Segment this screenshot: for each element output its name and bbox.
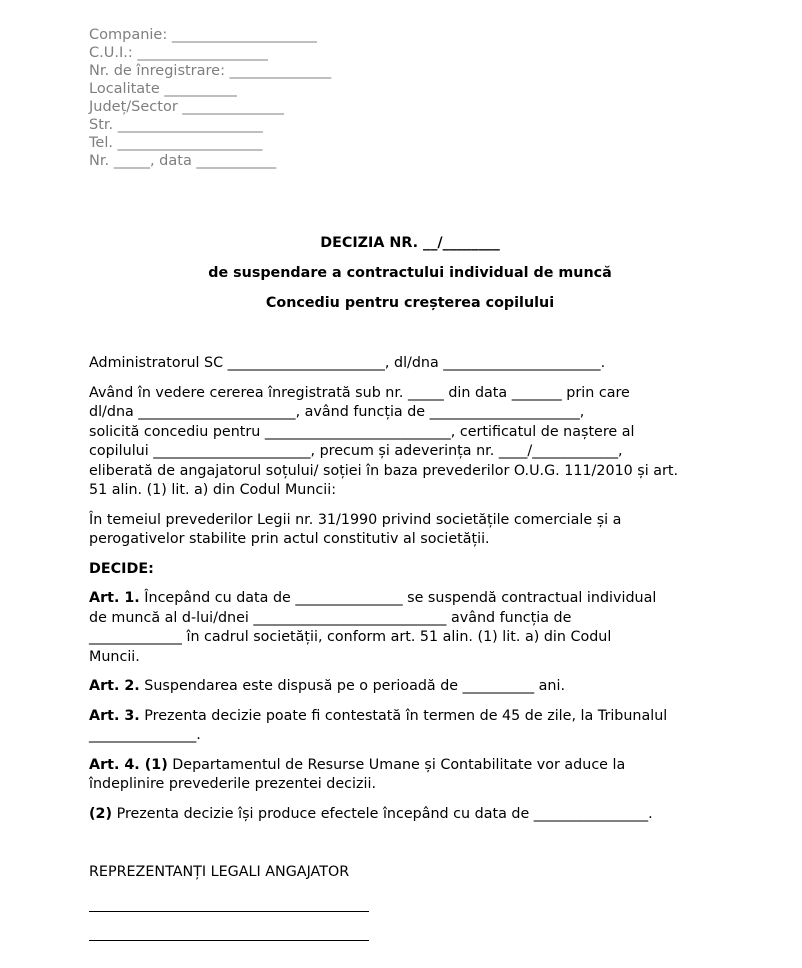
document-body bbox=[89, 354, 719, 834]
article-4-label: Art. 4. (1) bbox=[89, 756, 168, 773]
article-3-text: Prezenta decizie poate fi contestată în termen de 45 de zile, la Tribunalul _______________. bbox=[89, 707, 668, 743]
signature-label: REPREZENTANȚI LEGALI ANGAJATOR bbox=[89, 864, 350, 880]
decision-number-title: DECIZIA NR. __/________ bbox=[320, 235, 500, 251]
document-title bbox=[0, 233, 802, 313]
article-2 bbox=[89, 677, 719, 697]
article-4 bbox=[89, 756, 719, 795]
phone-field: Tel. ____________________ bbox=[89, 135, 263, 151]
paragraph-2-label: (2) bbox=[89, 805, 113, 822]
article-1-text: Începând cu data de _______________ se suspendă contractual individual de muncă al d-lui/dnei ___________________________ având funcția de _____________ în cadrul societății, conform art. 51 alin. (1) lit. a) din Codul Muncii. bbox=[89, 590, 657, 665]
county-field: Județ/Sector ______________ bbox=[89, 99, 284, 115]
article-3 bbox=[89, 707, 719, 746]
signature-line-1 bbox=[89, 911, 369, 912]
considering-paragraph: Având în vedere cererea înregistrată sub nr. _____ din data _______ prin care dl/dna ______________________, având funcția de _____________________, solicită concediu pentru __________________________, certificatul de naștere al copilului ______________________, precum și adeverința nr. ____/____________, eliberată de angajatorul soțului/ soției în baza prevederilor O.U.G. 111/2010 și art. 51 alin. (1) lit. a) din Codul Muncii: bbox=[89, 384, 679, 498]
decision-subject-title: de suspendare a contractului individual de muncă bbox=[208, 265, 612, 281]
article-3-label: Art. 3. bbox=[89, 707, 140, 724]
article-2-label: Art. 2. bbox=[89, 678, 140, 694]
decide-heading: DECIDE: bbox=[89, 560, 154, 577]
legal-basis-paragraph: În temeiul prevederilor Legii nr. 31/1990 privind societățile comerciale și a perogativelor stabilite prin actul constitutiv al societății. bbox=[89, 511, 622, 547]
administrator-paragraph: Administratorul SC ______________________, dl/dna ______________________. bbox=[89, 355, 606, 371]
paragraph-2-text: Prezenta decizie își produce efectele începând cu data de ________________. bbox=[112, 805, 653, 822]
signature-line-2 bbox=[89, 940, 369, 941]
article-4-text: Departamentul de Resurse Umane și Contabilitate vor aduce la îndeplinire prevederile prezentei decizii. bbox=[89, 756, 626, 792]
company-field: Companie: ____________________ bbox=[89, 27, 317, 43]
article-1 bbox=[89, 589, 719, 667]
cui-field: C.U.I.: __________________ bbox=[89, 45, 268, 61]
registration-field: Nr. de înregistrare: ______________ bbox=[89, 63, 332, 79]
number-date-field: Nr. _____, data ___________ bbox=[89, 153, 277, 169]
company-header bbox=[89, 26, 331, 170]
leave-type-title: Concediu pentru creșterea copilului bbox=[265, 295, 555, 311]
article-4-paragraph-2 bbox=[89, 805, 719, 825]
street-field: Str. ____________________ bbox=[89, 117, 263, 133]
locality-field: Localitate __________ bbox=[89, 81, 237, 97]
article-2-text: Suspendarea este dispusă pe o perioadă de __________ ani. bbox=[139, 678, 565, 694]
article-1-label: Art. 1. bbox=[89, 590, 140, 606]
